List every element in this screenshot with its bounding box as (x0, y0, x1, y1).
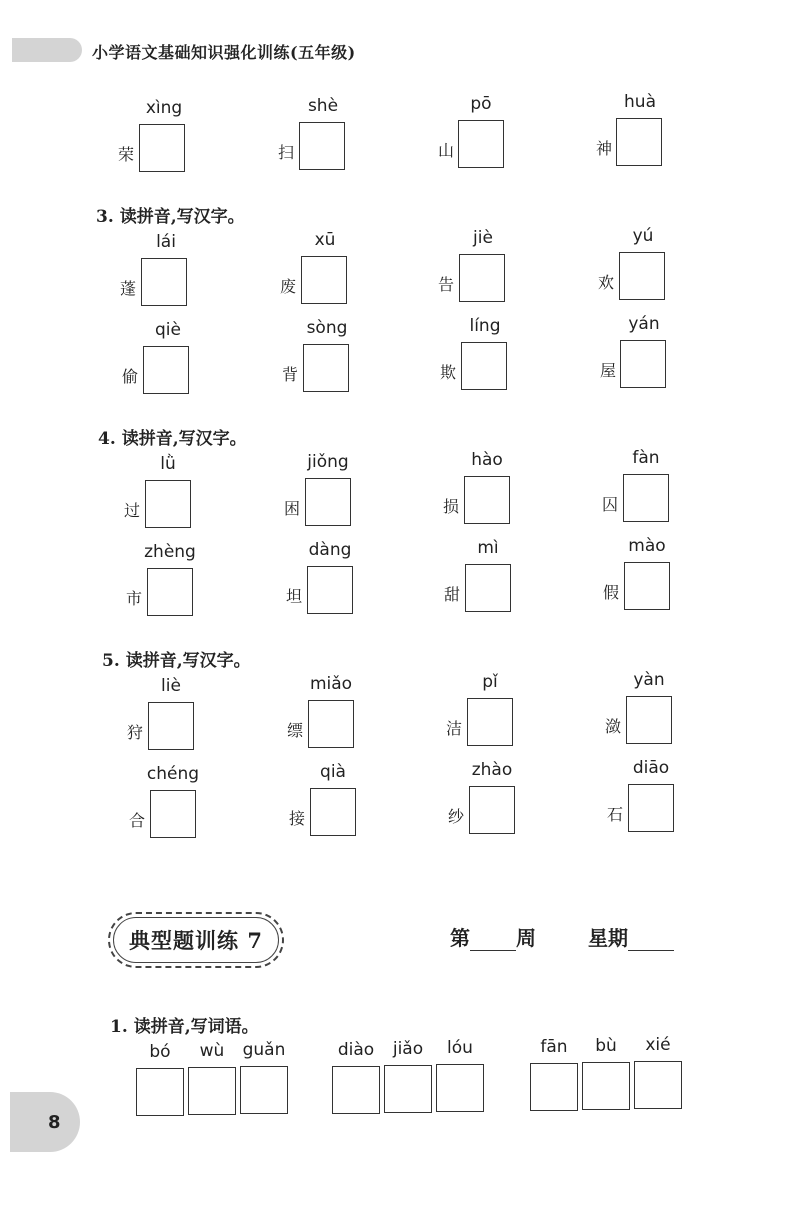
page-number: 8 (48, 1112, 61, 1133)
char: 囚 (602, 495, 619, 514)
char: 偷 (122, 367, 139, 386)
pinyin: pō (470, 94, 492, 114)
answer-box[interactable] (436, 1064, 484, 1112)
char: 蓬 (120, 279, 137, 298)
answer-box[interactable] (619, 252, 665, 300)
question-1-label: 1. 读拼音,写词语。 (110, 1017, 259, 1037)
pinyin: miǎo (309, 674, 353, 694)
char: 坦 (286, 587, 303, 606)
pinyin: hào (471, 450, 503, 470)
pinyin: yàn (633, 670, 665, 690)
char: 神 (596, 139, 613, 158)
answer-box[interactable] (147, 568, 193, 616)
pinyin: zhèng (144, 542, 196, 562)
char: 困 (284, 499, 301, 518)
pinyin: mì (477, 538, 499, 558)
pinyin: diào (337, 1040, 375, 1060)
char: 洁 (446, 719, 463, 738)
week-blank[interactable] (470, 930, 516, 951)
char: 欢 (598, 273, 615, 292)
answer-box[interactable] (307, 566, 353, 614)
pinyin: wù (199, 1041, 225, 1061)
pinyin: diāo (632, 758, 670, 778)
pinyin: lóu (447, 1038, 473, 1058)
char: 损 (443, 497, 460, 516)
pinyin: sòng (306, 318, 348, 338)
answer-box[interactable] (530, 1063, 578, 1111)
answer-box[interactable] (299, 122, 345, 170)
char: 缥 (287, 721, 304, 740)
answer-box[interactable] (464, 476, 510, 524)
answer-box[interactable] (384, 1065, 432, 1113)
pinyin: xū (314, 230, 336, 250)
answer-box[interactable] (467, 698, 513, 746)
pinyin: xié (645, 1035, 671, 1055)
pinyin: fàn (632, 448, 660, 468)
weekday-field: 星期 (588, 922, 674, 951)
answer-box[interactable] (458, 120, 504, 168)
pinyin: mào (628, 536, 666, 556)
pinyin: guǎn (242, 1040, 286, 1060)
answer-box[interactable] (136, 1068, 184, 1116)
char: 屋 (600, 361, 617, 380)
answer-box[interactable] (143, 346, 189, 394)
char: 石 (607, 805, 624, 824)
question-3-label: 3. 读拼音,写汉字。 (96, 207, 245, 227)
book-title: 小学语文基础知识强化训练(五年级) (92, 43, 356, 62)
pinyin: bù (595, 1036, 617, 1056)
question-4-label: 4. 读拼音,写汉字。 (98, 429, 247, 449)
char: 合 (129, 811, 146, 830)
weekday-blank[interactable] (628, 930, 674, 951)
answer-box[interactable] (620, 340, 666, 388)
char: 过 (124, 501, 141, 520)
pinyin: qiè (155, 320, 181, 340)
char: 纱 (448, 807, 465, 826)
answer-box[interactable] (150, 790, 196, 838)
pinyin: chéng (146, 764, 200, 784)
answer-box[interactable] (310, 788, 356, 836)
pinyin: lái (156, 232, 176, 252)
char: 甜 (444, 585, 461, 604)
pinyin: yú (632, 226, 654, 246)
pinyin: qià (320, 762, 346, 782)
pinyin: pǐ (482, 672, 498, 692)
answer-box[interactable] (301, 256, 347, 304)
answer-box[interactable] (616, 118, 662, 166)
answer-box[interactable] (469, 786, 515, 834)
answer-box[interactable] (305, 478, 351, 526)
answer-box[interactable] (626, 696, 672, 744)
answer-box[interactable] (332, 1066, 380, 1114)
char: 废 (280, 277, 297, 296)
answer-box[interactable] (188, 1067, 236, 1115)
answer-box[interactable] (141, 258, 187, 306)
section-banner: 典型题训练 7 (113, 917, 279, 963)
answer-box[interactable] (240, 1066, 288, 1114)
pinyin: yán (628, 314, 660, 334)
pinyin: jiǒng (307, 452, 349, 472)
header-tab (12, 38, 82, 62)
char: 扫 (278, 143, 295, 162)
answer-box[interactable] (148, 702, 194, 750)
answer-box[interactable] (303, 344, 349, 392)
pinyin: jiǎo (392, 1039, 424, 1059)
pinyin: xìng (145, 98, 183, 118)
answer-box[interactable] (145, 480, 191, 528)
pinyin: fān (540, 1037, 568, 1057)
pinyin: jiè (473, 228, 493, 248)
char: 欺 (440, 363, 457, 382)
pinyin: bó (149, 1042, 171, 1062)
week-field: 第 周 (450, 926, 536, 950)
char: 潋 (605, 717, 622, 736)
pinyin: zhào (471, 760, 513, 780)
pinyin: dàng (308, 540, 352, 560)
char: 接 (289, 809, 306, 828)
answer-box[interactable] (461, 342, 507, 390)
answer-box[interactable] (582, 1062, 630, 1110)
answer-box[interactable] (624, 562, 670, 610)
pinyin: shè (307, 96, 339, 116)
char: 告 (438, 275, 455, 294)
char: 山 (438, 141, 455, 160)
answer-box[interactable] (634, 1061, 682, 1109)
answer-box[interactable] (139, 124, 185, 172)
question-5-label: 5. 读拼音,写汉字。 (102, 651, 251, 671)
answer-box[interactable] (465, 564, 511, 612)
pinyin: líng (469, 316, 501, 336)
answer-box[interactable] (623, 474, 669, 522)
answer-box[interactable] (628, 784, 674, 832)
pinyin: huà (624, 92, 656, 112)
char: 市 (126, 589, 143, 608)
answer-box[interactable] (308, 700, 354, 748)
pinyin: lǜ (160, 454, 176, 474)
answer-box[interactable] (459, 254, 505, 302)
char: 荣 (118, 145, 135, 164)
page-number-tab (10, 1092, 80, 1152)
char: 背 (282, 365, 299, 384)
pinyin: liè (161, 676, 181, 696)
char: 假 (603, 583, 620, 602)
char: 狩 (127, 723, 144, 742)
